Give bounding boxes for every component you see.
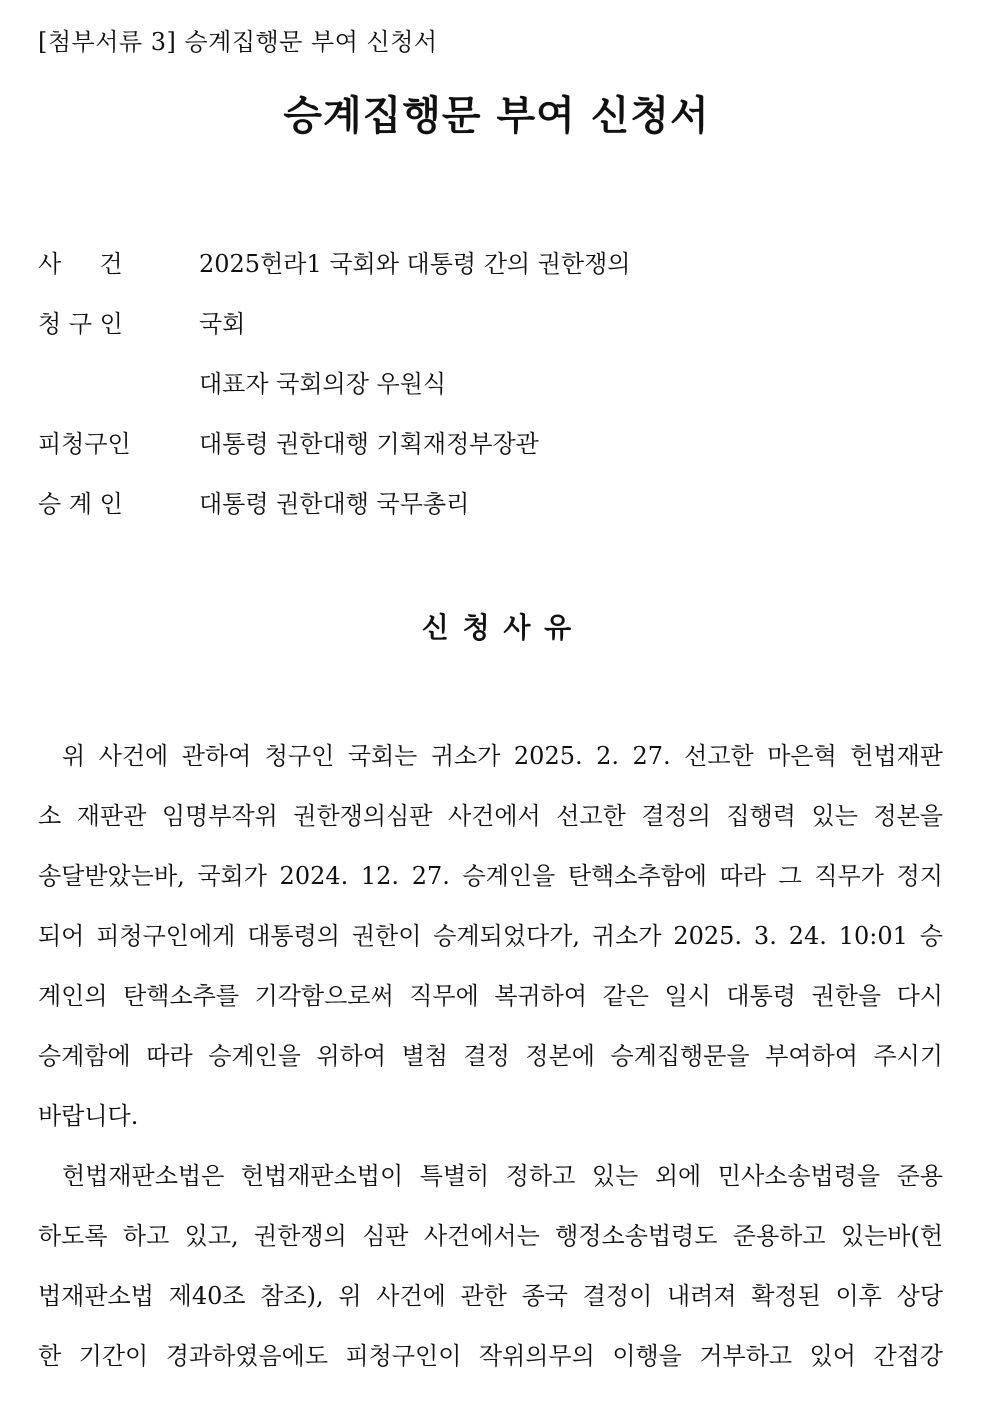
petitioner-value: 국회: [199, 310, 246, 338]
paragraph2-line: 하도록 하고 있고, 권한쟁의 심판 사건에서는 행정소송법령도 준용하고 있는바(헌: [38, 1222, 943, 1250]
paragraph1-line: 바랍니다.: [38, 1102, 139, 1130]
paragraph1-line: 소 재판관 임명부작위 권한쟁의심판 사건에서 선고한 결정의 집행력 있는 정본을: [38, 802, 943, 830]
successor-label: 승 계 인: [38, 490, 123, 518]
respondent-label: 피청구인: [38, 430, 131, 458]
case-value: 2025헌라1 국회와 대통령 간의 권한쟁의: [199, 250, 631, 278]
paragraph1-line: 위 사건에 관하여 청구인 국회는 귀소가 2025. 2. 27. 선고한 마은혁 헌법재판: [62, 742, 943, 770]
successor-value: 대통령 권한대행 국무총리: [199, 490, 470, 518]
document-title: 승계집행문 부여 신청서: [283, 93, 710, 139]
paragraph2-line: 한 기간이 경과하였음에도 피청구인이 작위의무의 이행을 거부하고 있어 간접강: [38, 1342, 943, 1370]
paragraph2-line: 헌법재판소법은 헌법재판소법이 특별히 정하고 있는 외에 민사소송법령을 준용: [62, 1162, 943, 1190]
attachment-label: [첨부서류 3] 승계집행문 부여 신청서: [38, 28, 438, 56]
petitioner-representative: 대표자 국회의장 우원식: [199, 370, 447, 398]
respondent-value: 대통령 권한대행 기획재정부장관: [199, 430, 539, 458]
paragraph2-line: 법재판소법 제40조 참조), 위 사건에 관한 종국 결정이 내려져 확정된 이후 상당: [38, 1282, 943, 1310]
paragraph1-line: 송달받았는바, 국회가 2024. 12. 27. 승계인을 탄핵소추함에 따라 그 직무가 정지: [38, 862, 943, 890]
case-label: 사 건: [38, 250, 123, 278]
reason-heading: 신 청 사 유: [421, 611, 572, 644]
paragraph1-line: 계인의 탄핵소추를 기각함으로써 직무에 복귀하여 같은 일시 대통령 권한을 다시: [38, 982, 943, 1010]
petitioner-label: 청 구 인: [38, 310, 123, 338]
paragraph1-line: 승계함에 따라 승계인을 위하여 별첨 결정 정본에 승계집행문을 부여하여 주시기: [38, 1042, 943, 1070]
paragraph1-line: 되어 피청구인에게 대통령의 권한이 승계되었다가, 귀소가 2025. 3. 24. 10:01 승: [38, 922, 943, 950]
